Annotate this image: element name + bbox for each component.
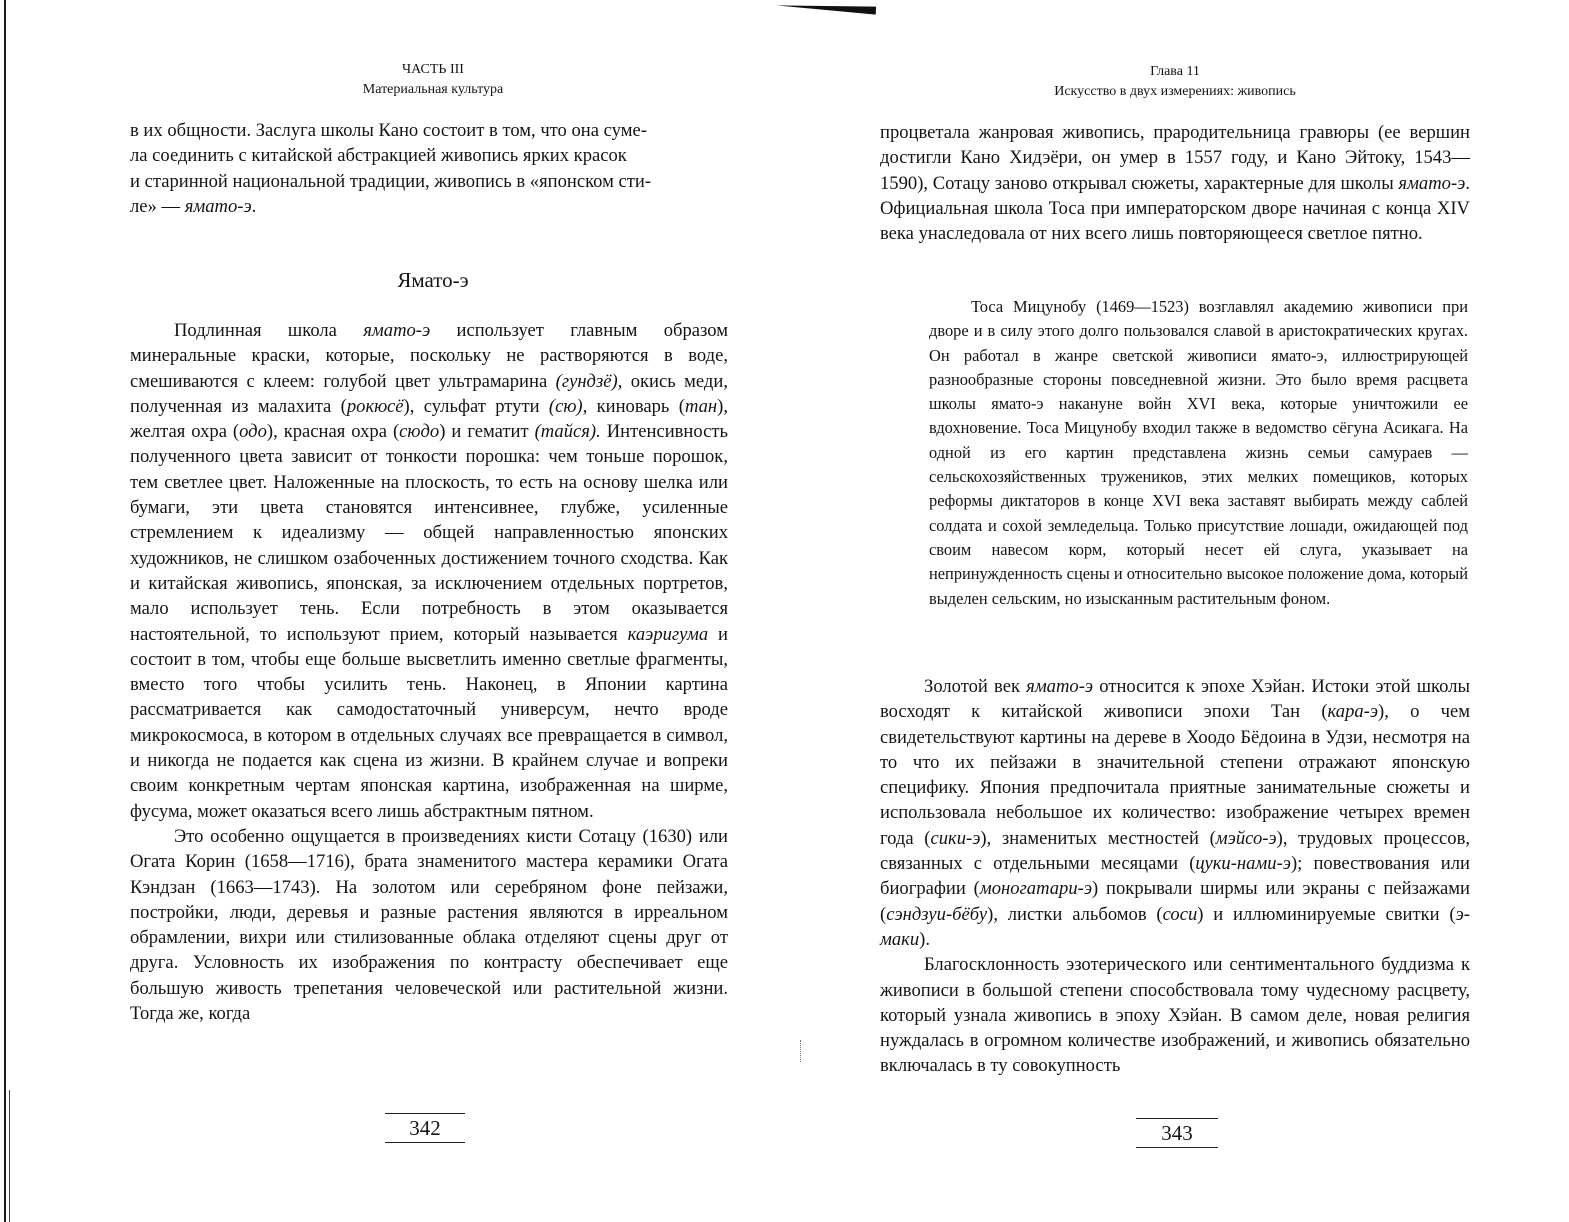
block-quote: Тоса Мицунобу (1469—1523) возглавлял академию живописи при дворе и в силу этого долго пользовался славой в аристократических кругах. Он работал в жанре светской живописи ямато-э, иллюстрирующей разнообразные стороны повседневной жизни. Это было время расцвета школы ямато-э накануне войн XVI века, которые уничтожили ее вдохновение. Тоса Мицунобу входил также в ведомство сёгуна Асикага. На одной из его картин представлена жизнь семьи самураев — сельскохозяйственных тружеников, этих мелких помещиков, которых реформы диктаторов в конце XVI века заставят выбирать между саблей солдата и сохой земледельца. Только присутствие лошади, ожидающей под своим навесом корм, который несет ей слуга, указывает на непринужденность сцены и относительно высокое положение дома, который выделен сельским, но изысканным растительным фоном. — [929, 297, 1468, 608]
right-page — [784, 0, 1569, 1222]
page-number: 342 — [385, 1116, 465, 1140]
text-line: ле» — ямато-э. — [130, 195, 257, 217]
paragraph: процветала жанровая живопись, прародительница гравюры (ее вершин достигли Кано Хидэёри, он умер в 1557 году, и Кано Эйтоку, 1543—1590), Сотацу заново открывал сюжеты, характерные для школы ямато-э. Официальная школа Тоса при императорском дворе начиная с конца XIV века унаследовала от них всего лишь повторяющееся светлое пятно. — [880, 122, 1470, 245]
paragraph: Золотой век ямато-э относится к эпохе Хэйан. Истоки этой школы восходят к китайской живописи эпохи Тан (кара-э), о чем свидетельствуют картины на дереве в Хоодо Бёдоина в Удзи, несмотря на то что их пейзажи в значительной степени отражают японскую специфику. Япония предпочитала приятные занимательные сюжеты и использовала небольшое их количество: изображение четырех времен года (сики-э), знаменитых местностей (мэйсо-э), трудовых процессов, связанных с отдельными месяцами (цуки-нами-э); повествования или биографии (моногатари-э) покрывали ширмы или экраны с пейзажами (сэндзуи-бёбу), листки альбомов (соси) и иллюминируемые свитки (э-маки). — [880, 676, 1471, 950]
running-head-chapter: Глава 11 — [1150, 64, 1200, 79]
running-head-title: Материальная культура — [362, 82, 504, 97]
running-head-right — [880, 62, 1470, 102]
paragraph-continued — [130, 118, 728, 219]
term-italic: ямато-э — [184, 195, 252, 217]
section-title: Ямато-э — [397, 268, 469, 292]
left-page — [0, 0, 784, 1222]
paragraph: Подлинная школа ямато-э использует главным образом минеральные краски, которые, поскольку не растворяются в воде, смешиваются с клеем: голубой цвет ультрамарина (гундзё), окись меди, полученная из малахита (рокюсё), сульфат ртути (сю), киноварь (тан), желтая охра (одо), красная охра (сюдо) и гематит (тайся). Интенсивность полученного цвета зависит от тонкости порошка: чем тоньше порошок, тем светлее цвет. Наложенные на плоскость, то есть на основу шелка или бумаги, эти цвета становятся интенсивнее, глубже, усиленные стремлением к идеализму — общей направленностью японских художников, не слишком озабоченных достижением точного сходства. Как и китайская живопись, японская, за исключением отдельных портретов, мало использует тень. Если потребность в этом оказывается настоятельной, то используют прием, который называется каэригума и состоит в том, чтобы еще больше высветлить именно светлые фрагменты, вместо того чтобы усилить тень. Наконец, в Японии картина рассматривается как самодостаточный универсум, нечто вроде микрокосмоса, в котором в отдельных случаях все превращается в символ, и никогда не подается как сцена из жизни. В крайнем случае и вопреки своим конкретным чертам японская картина, изображенная на ширме, фусума, может оказаться всего лишь абстрактным пятном. — [130, 320, 729, 822]
text-line: в их общности. Заслуга школы Кано состоит в том, что она суме- — [130, 120, 647, 141]
running-head-left — [130, 60, 736, 100]
running-head-part: ЧАСТЬ III — [402, 62, 464, 77]
main-text-left — [130, 318, 728, 1026]
running-head-title: Искусство в двух измерениях: живопись — [1054, 84, 1296, 99]
paragraph: Благосклонность эзотерического или сентиментального буддизма к живописи в большой степени способствовала тому чудесному расцвету, который узнала живопись в эпоху Хэйан. В самом деле, новая религия нуждалась в огромном количестве изображений, и живопись обязательно включалась в ту совокупность — [880, 954, 1470, 1077]
paragraph: Это особенно ощущается в произведениях кисти Сотацу (1630) или Огата Корин (1658—1716), брата знаменитого мастера керамики Огата Кэндзан (1663—1743). На золотом или серебряном фоне пейзажи, постройки, люди, деревья и разные растения являются в ирреальном обрамлении, вихри или стилизованные облака отделяют сцены друг от друга. Условность их изображения по контрасту обеспечивает еще большую живость трепетания человеческой или растительной жизни. Тогда же, когда — [130, 825, 728, 1025]
page-number: 343 — [1136, 1121, 1218, 1145]
text-line: ла соединить с китайской абстракцией живопись ярких красок — [130, 145, 627, 167]
main-text-right — [880, 674, 1470, 1079]
paragraph-continued — [880, 120, 1470, 246]
text-line: и старинной национальной традиции, живопись в «японском сти- — [130, 170, 652, 192]
